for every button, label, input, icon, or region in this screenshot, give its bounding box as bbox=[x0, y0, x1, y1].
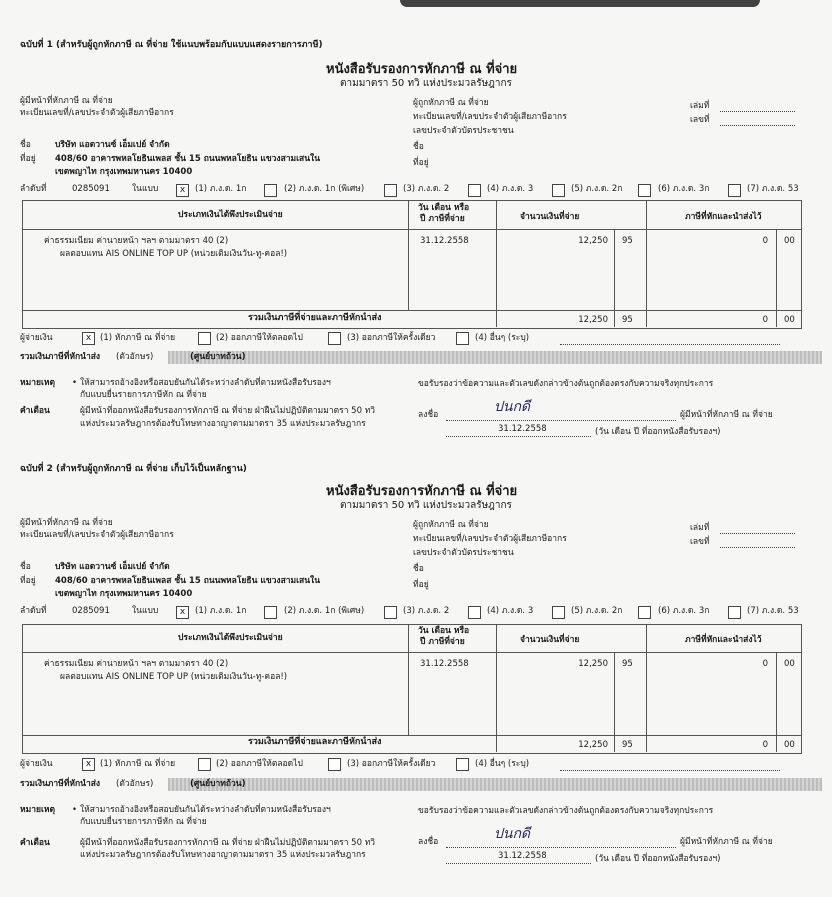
total-tax-satang: 00 bbox=[784, 315, 795, 325]
income-tax-satang: 00 bbox=[784, 659, 795, 669]
payer-option-3-label: (3) ออกภาษีให้ครั้งเดียว bbox=[347, 759, 436, 769]
payee-name-label: ชื่อ bbox=[413, 564, 424, 574]
income-line-2: ผลตอบแทน AIS ONLINE TOP UP (หน่วยเติมเงินวัน-ทู-คอล!) bbox=[60, 249, 288, 259]
signature: ปนกดี bbox=[494, 826, 531, 842]
payer-option-1-checkbox[interactable]: x bbox=[82, 758, 95, 771]
payee-idcard-label: เลขประจำตัวบัตรประชาชน bbox=[413, 548, 514, 558]
warning-text-line-1: ผู้มีหน้าที่ออกหนังสือรับรองการหักภาษี ณ ที่จ่าย ฝ่าฝืนไม่ปฏิบัติตามมาตรา 50 ทวิ bbox=[80, 838, 376, 848]
form-option-6-label: (6) ภ.ง.ด. 3ก bbox=[658, 606, 710, 616]
col-type-header: ประเภทเงินได้พึงประเมินจ่าย bbox=[178, 633, 283, 643]
note-text-line-2: กับแบบยื่นรายการภาษีหัก ณ ที่จ่าย bbox=[80, 817, 207, 827]
tax-words-label: รวมเงินภาษีที่หักนำส่ง bbox=[20, 352, 101, 362]
tax-words-hint: (ตัวอักษร) bbox=[116, 779, 154, 789]
form-option-6-label: (6) ภ.ง.ด. 3ก bbox=[658, 184, 710, 194]
book-no-field bbox=[720, 524, 795, 534]
note-label: หมายเหตุ bbox=[20, 805, 55, 815]
total-label: รวมเงินภาษีที่จ่ายและภาษีหักนำส่ง bbox=[248, 737, 382, 747]
book-no-label: เล่มที่ bbox=[690, 523, 710, 533]
income-line-1: ค่าธรรมเนียม ค่านายหน้า ฯลฯ ตามมาตรา 40 (2) bbox=[44, 236, 229, 246]
form-option-7-checkbox[interactable] bbox=[728, 184, 741, 197]
form-option-7-label: (7) ภ.ง.ด. 53 bbox=[747, 184, 799, 194]
book-no-label: เล่มที่ bbox=[690, 101, 710, 111]
col-amount-header: จำนวนเงินที่จ่าย bbox=[520, 635, 580, 645]
table-total-divider bbox=[22, 735, 801, 736]
warning-text-line-2: แห่งประมวลรัษฎากรต้องรับโทษทางอาญาตามมาตรา 35 แห่งประมวลรัษฎากร bbox=[80, 419, 366, 429]
note-bullet: • bbox=[72, 805, 78, 815]
note-bullet: • bbox=[72, 378, 78, 388]
payer-option-3-label: (3) ออกภาษีให้ครั้งเดียว bbox=[347, 333, 436, 343]
table-col-divider bbox=[496, 624, 497, 752]
col-date-header: วัน เดือน หรือ bbox=[418, 203, 470, 213]
signature-line bbox=[446, 838, 676, 848]
issue-date: 31.12.2558 bbox=[498, 851, 547, 861]
payer-option-2-checkbox[interactable] bbox=[198, 332, 211, 345]
col-date-header: วัน เดือน หรือ bbox=[418, 626, 470, 636]
payer-address-line-1: 408/60 อาคารพหลโยธินเพลส ชั้น 15 ถนนพหลโยธิน แขวงสามเสนใน bbox=[55, 154, 321, 164]
form-option-5-checkbox[interactable] bbox=[552, 606, 565, 619]
doc-no-field bbox=[720, 116, 795, 126]
table-header-divider bbox=[22, 652, 801, 653]
income-amount-baht: 12,250 bbox=[578, 659, 608, 669]
tax-words-bar bbox=[168, 351, 822, 364]
warning-text-line-2: แห่งประมวลรัษฎากรต้องรับโทษทางอาญาตามมาตรา 35 แห่งประมวลรัษฎากร bbox=[80, 850, 366, 860]
total-amount-satang: 95 bbox=[622, 740, 633, 750]
name-label: ชื่อ bbox=[20, 140, 31, 150]
income-amount-satang: 95 bbox=[622, 659, 633, 669]
form-title: หนังสือรับรองการหักภาษี ณ ที่จ่าย bbox=[326, 484, 518, 499]
form-subtitle: ตามมาตรา 50 ทวิ แห่งประมวลรัษฎากร bbox=[340, 78, 512, 89]
form-option-6-checkbox[interactable] bbox=[638, 606, 651, 619]
tax-words-bar bbox=[168, 778, 822, 791]
form-option-1-label: (1) ภ.ง.ด. 1ก bbox=[195, 606, 247, 616]
copy-label: ฉบับที่ 1 (สำหรับผู้ถูกหักภาษี ณ ที่จ่าย ใช้แนบพร้อมกับแบบแสดงรายการภาษี) bbox=[20, 40, 323, 50]
payee-taxid-label: ทะเบียนเลขที่/เลขประจำตัวผู้เสียภาษีอากร bbox=[413, 112, 567, 122]
issue-date: 31.12.2558 bbox=[498, 424, 547, 434]
total-tax-satang: 00 bbox=[784, 740, 795, 750]
income-date: 31.12.2558 bbox=[420, 659, 469, 669]
payer-option-2-label: (2) ออกภาษีให้ตลอดไป bbox=[216, 333, 303, 343]
certificate-copy-1 bbox=[0, 0, 832, 448]
sign-label: ลงชื่อ bbox=[418, 837, 439, 847]
note-text-line-2: กับแบบยื่นรายการภาษีหัก ณ ที่จ่าย bbox=[80, 390, 207, 400]
table-col-divider bbox=[776, 229, 777, 327]
form-option-6-checkbox[interactable] bbox=[638, 184, 651, 197]
income-date: 31.12.2558 bbox=[420, 236, 469, 246]
tax-words-hint: (ตัวอักษร) bbox=[116, 352, 154, 362]
form-option-4-checkbox[interactable] bbox=[468, 606, 481, 619]
form-option-4-checkbox[interactable] bbox=[468, 184, 481, 197]
form-option-4-label: (4) ภ.ง.ด. 3 bbox=[487, 184, 534, 194]
table-col-divider bbox=[646, 200, 647, 327]
date-hint: (วัน เดือน ปี ที่ออกหนังสือรับรองฯ) bbox=[595, 427, 721, 437]
table-col-divider bbox=[496, 200, 497, 327]
warning-label: คำเตือน bbox=[20, 406, 50, 416]
table-total-divider bbox=[22, 310, 801, 311]
payee-heading: ผู้ถูกหักภาษี ณ ที่จ่าย bbox=[413, 520, 489, 530]
total-tax-baht: 0 bbox=[762, 740, 768, 750]
income-tax-baht: 0 bbox=[762, 659, 768, 669]
table-col-divider bbox=[776, 652, 777, 752]
name-label: ชื่อ bbox=[20, 562, 31, 572]
form-option-1-checkbox[interactable]: x bbox=[176, 184, 189, 197]
payer-option-1-label: (1) หักภาษี ณ ที่จ่าย bbox=[100, 333, 176, 343]
payee-address-label: ที่อยู่ bbox=[413, 580, 429, 590]
signature: ปนกดี bbox=[494, 399, 531, 415]
income-amount-baht: 12,250 bbox=[578, 236, 608, 246]
payer-label: ผู้จ่ายเงิน bbox=[20, 333, 53, 343]
payee-heading: ผู้ถูกหักภาษี ณ ที่จ่าย bbox=[413, 98, 489, 108]
payer-option-1-label: (1) หักภาษี ณ ที่จ่าย bbox=[100, 759, 176, 769]
sign-role: ผู้มีหน้าที่หักภาษี ณ ที่จ่าย bbox=[680, 410, 773, 420]
payer-taxid-label: ทะเบียนเลขที่/เลขประจำตัวผู้เสียภาษีอากร bbox=[20, 108, 174, 118]
form-subtitle: ตามมาตรา 50 ทวิ แห่งประมวลรัษฎากร bbox=[340, 500, 512, 511]
form-option-1-checkbox[interactable]: x bbox=[176, 606, 189, 619]
col-date-header-2: ปี ภาษีที่จ่าย bbox=[420, 637, 465, 647]
address-label: ที่อยู่ bbox=[20, 576, 36, 586]
payee-address-label: ที่อยู่ bbox=[413, 158, 429, 168]
signature-line bbox=[446, 411, 676, 421]
payer-address-line-2: เขตพญาไท กรุงเทพมหานคร 10400 bbox=[55, 589, 193, 599]
certify-text: ขอรับรองว่าข้อความและตัวเลขดังกล่าวข้างต้นถูกต้องตรงกับความจริงทุกประการ bbox=[418, 379, 714, 389]
doc-no-label: เลขที่ bbox=[690, 537, 710, 547]
payee-taxid-label: ทะเบียนเลขที่/เลขประจำตัวผู้เสียภาษีอากร bbox=[413, 534, 567, 544]
payer-option-4-checkbox[interactable] bbox=[456, 758, 469, 771]
payer-label: ผู้จ่ายเงิน bbox=[20, 759, 53, 769]
total-tax-baht: 0 bbox=[762, 315, 768, 325]
date-hint: (วัน เดือน ปี ที่ออกหนังสือรับรองฯ) bbox=[595, 854, 721, 864]
col-date-header-2: ปี ภาษีที่จ่าย bbox=[420, 214, 465, 224]
form-option-2-label: (2) ภ.ง.ด. 1ก (พิเศษ) bbox=[284, 184, 365, 194]
sequence-no: 0285091 bbox=[72, 184, 110, 194]
form-option-5-label: (5) ภ.ง.ด. 2ก bbox=[571, 606, 623, 616]
payer-address-line-2: เขตพญาไท กรุงเทพมหานคร 10400 bbox=[55, 167, 193, 177]
payer-option-3-checkbox[interactable] bbox=[328, 758, 341, 771]
payer-option-4-label: (4) อื่นๆ (ระบุ) bbox=[475, 333, 530, 343]
form-option-1-label: (1) ภ.ง.ด. 1ก bbox=[195, 184, 247, 194]
total-amount-baht: 12,250 bbox=[578, 315, 608, 325]
form-option-2-label: (2) ภ.ง.ด. 1ก (พิเศษ) bbox=[284, 606, 365, 616]
address-label: ที่อยู่ bbox=[20, 154, 36, 164]
sequence-no: 0285091 bbox=[72, 606, 110, 616]
payer-option-2-checkbox[interactable] bbox=[198, 758, 211, 771]
income-tax-baht: 0 bbox=[762, 236, 768, 246]
table-col-divider bbox=[614, 652, 615, 752]
payer-option-2-label: (2) ออกภาษีให้ตลอดไป bbox=[216, 759, 303, 769]
payee-idcard-label: เลขประจำตัวบัตรประชาชน bbox=[413, 126, 514, 136]
payer-name: บริษัท แอดวานซ์ เอ็มเปย์ จำกัด bbox=[55, 562, 170, 572]
form-option-2-checkbox[interactable] bbox=[264, 606, 277, 619]
sign-role: ผู้มีหน้าที่หักภาษี ณ ที่จ่าย bbox=[680, 837, 773, 847]
payer-other-field bbox=[560, 761, 780, 771]
doc-no-field bbox=[720, 538, 795, 548]
form-option-3-label: (3) ภ.ง.ด. 2 bbox=[403, 606, 450, 616]
form-option-7-checkbox[interactable] bbox=[728, 606, 741, 619]
copy-label: ฉบับที่ 2 (สำหรับผู้ถูกหักภาษี ณ ที่จ่าย เก็บไว้เป็นหลักฐาน) bbox=[20, 464, 247, 474]
note-text-line-1: ให้สามารถอ้างอิงหรือสอบยันกันได้ระหว่างลำดับที่ตามหนังสือรับรองฯ bbox=[80, 378, 331, 388]
col-amount-header: จำนวนเงินที่จ่าย bbox=[520, 212, 580, 222]
seq-no-label: ลำดับที่ bbox=[20, 606, 47, 616]
form-option-3-checkbox[interactable] bbox=[384, 184, 397, 197]
tax-in-words: (ศูนย์บาทถ้วน) bbox=[190, 779, 246, 789]
table-header-divider bbox=[22, 229, 801, 230]
certificate-copy-2 bbox=[0, 448, 832, 897]
seq-no-label: ลำดับที่ bbox=[20, 184, 47, 194]
payer-duty-label: ผู้มีหน้าที่หักภาษี ณ ที่จ่าย bbox=[20, 96, 113, 106]
form-title: หนังสือรับรองการหักภาษี ณ ที่จ่าย bbox=[326, 62, 518, 77]
income-amount-satang: 95 bbox=[622, 236, 633, 246]
payer-option-3-checkbox[interactable] bbox=[328, 332, 341, 345]
col-tax-header: ภาษีที่หักและนำส่งไว้ bbox=[685, 635, 762, 645]
warning-label: คำเตือน bbox=[20, 838, 50, 848]
form-option-4-label: (4) ภ.ง.ด. 3 bbox=[487, 606, 534, 616]
tax-words-label: รวมเงินภาษีที่หักนำส่ง bbox=[20, 779, 101, 789]
doc-no-label: เลขที่ bbox=[690, 115, 710, 125]
certify-text: ขอรับรองว่าข้อความและตัวเลขดังกล่าวข้างต้นถูกต้องตรงกับความจริงทุกประการ bbox=[418, 806, 714, 816]
tax-in-words: (ศูนย์บาทถ้วน) bbox=[190, 352, 246, 362]
sign-label: ลงชื่อ bbox=[418, 410, 439, 420]
table-col-divider bbox=[408, 624, 409, 735]
payer-option-4-label: (4) อื่นๆ (ระบุ) bbox=[475, 759, 530, 769]
form-option-3-checkbox[interactable] bbox=[384, 606, 397, 619]
in-form-label: ในแบบ bbox=[132, 184, 159, 194]
note-label: หมายเหตุ bbox=[20, 378, 55, 388]
table-col-divider bbox=[646, 624, 647, 752]
payer-other-field bbox=[560, 335, 780, 345]
payer-duty-label: ผู้มีหน้าที่หักภาษี ณ ที่จ่าย bbox=[20, 518, 113, 528]
payer-taxid-label: ทะเบียนเลขที่/เลขประจำตัวผู้เสียภาษีอากร bbox=[20, 530, 174, 540]
col-type-header: ประเภทเงินได้พึงประเมินจ่าย bbox=[178, 210, 283, 220]
total-label: รวมเงินภาษีที่จ่ายและภาษีหักนำส่ง bbox=[248, 313, 382, 323]
income-line-2: ผลตอบแทน AIS ONLINE TOP UP (หน่วยเติมเงินวัน-ทู-คอล!) bbox=[60, 672, 288, 682]
in-form-label: ในแบบ bbox=[132, 606, 159, 616]
book-no-field bbox=[720, 102, 795, 112]
table-col-divider bbox=[408, 200, 409, 310]
total-amount-baht: 12,250 bbox=[578, 740, 608, 750]
payer-option-1-checkbox[interactable]: x bbox=[82, 332, 95, 345]
payer-option-4-checkbox[interactable] bbox=[456, 332, 469, 345]
form-option-2-checkbox[interactable] bbox=[264, 184, 277, 197]
income-tax-satang: 00 bbox=[784, 236, 795, 246]
payer-name: บริษัท แอดวานซ์ เอ็มเปย์ จำกัด bbox=[55, 140, 170, 150]
payee-name-label: ชื่อ bbox=[413, 142, 424, 152]
payer-address-line-1: 408/60 อาคารพหลโยธินเพลส ชั้น 15 ถนนพหลโยธิน แขวงสามเสนใน bbox=[55, 576, 321, 586]
form-option-5-checkbox[interactable] bbox=[552, 184, 565, 197]
warning-text-line-1: ผู้มีหน้าที่ออกหนังสือรับรองการหักภาษี ณ ที่จ่าย ฝ่าฝืนไม่ปฏิบัติตามมาตรา 50 ทวิ bbox=[80, 406, 376, 416]
col-tax-header: ภาษีที่หักและนำส่งไว้ bbox=[685, 212, 762, 222]
form-option-5-label: (5) ภ.ง.ด. 2ก bbox=[571, 184, 623, 194]
form-option-7-label: (7) ภ.ง.ด. 53 bbox=[747, 606, 799, 616]
form-option-3-label: (3) ภ.ง.ด. 2 bbox=[403, 184, 450, 194]
note-text-line-1: ให้สามารถอ้างอิงหรือสอบยันกันได้ระหว่างลำดับที่ตามหนังสือรับรองฯ bbox=[80, 805, 331, 815]
income-line-1: ค่าธรรมเนียม ค่านายหน้า ฯลฯ ตามมาตรา 40 (2) bbox=[44, 659, 229, 669]
total-amount-satang: 95 bbox=[622, 315, 633, 325]
table-col-divider bbox=[614, 229, 615, 327]
